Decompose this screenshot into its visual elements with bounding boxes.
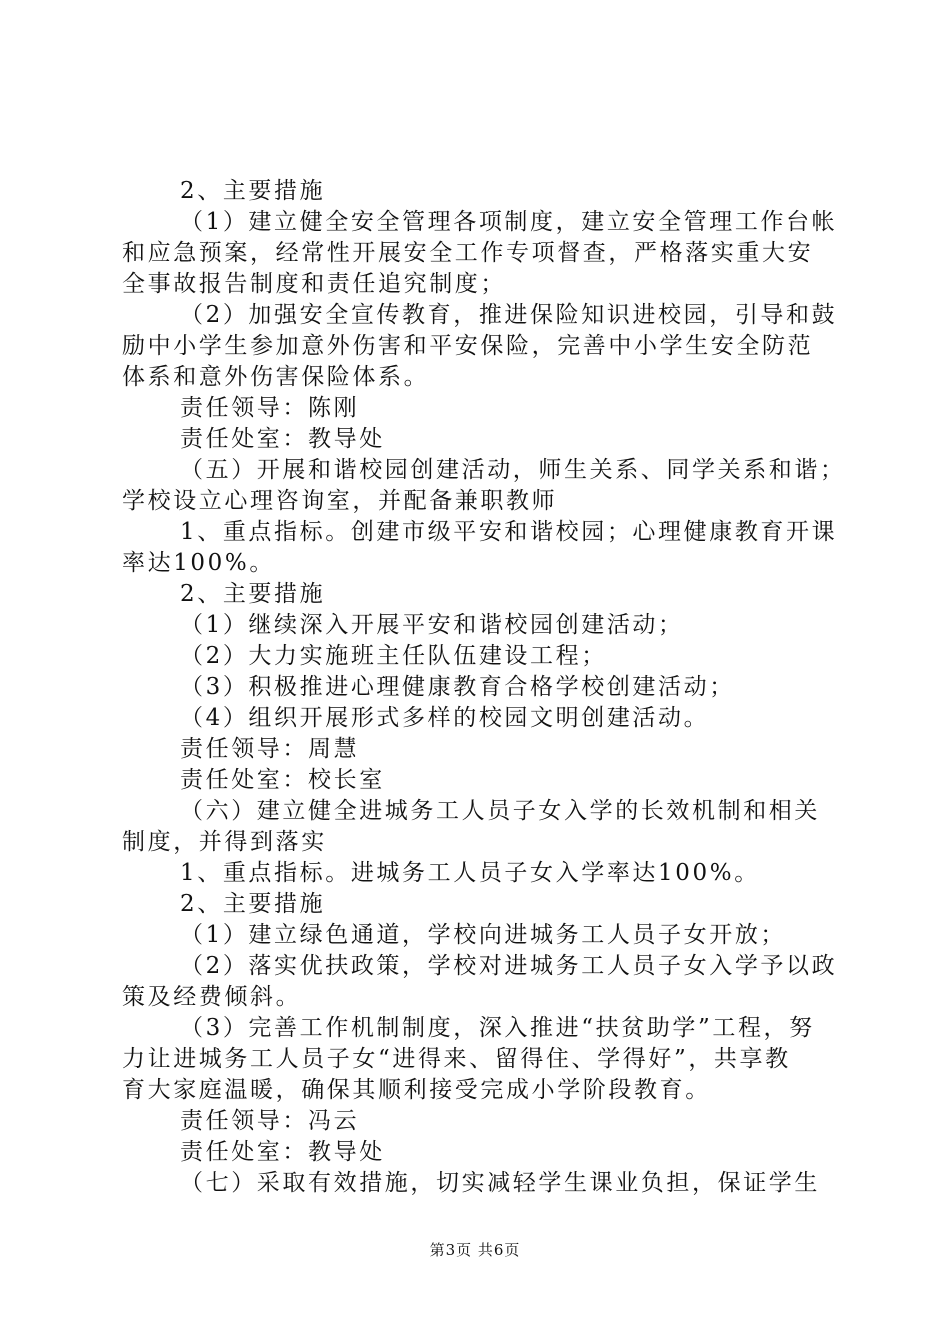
- text-line: 2、主要措施: [180, 178, 326, 204]
- document-body: [122, 176, 846, 1199]
- text-line: 体系和意外伤害保险体系。: [122, 364, 430, 390]
- text-line: 和应急预案，经常性开展安全工作专项督查，严格落实重大安: [122, 240, 814, 266]
- text-line: （2）落实优扶政策，学校对进城务工人员子女入学予以政: [180, 953, 838, 979]
- text-line: （七）采取有效措施，切实减轻学生课业负担，保证学生: [180, 1170, 820, 1196]
- text-line: 学校设立心理咨询室，并配备兼职教师: [122, 488, 558, 514]
- text-line: （4）组织开展形式多样的校园文明创建活动。: [180, 705, 710, 731]
- text-line: 育大家庭温暖，确保其顺利接受完成小学阶段教育。: [122, 1077, 711, 1103]
- text-line: （2）大力实施班主任队伍建设工程；: [180, 643, 607, 669]
- text-line: 责任领导：周慧: [180, 736, 360, 762]
- text-line: 责任处室：校长室: [180, 767, 385, 793]
- text-line: （六）建立健全进城务工人员子女入学的长效机制和相关: [180, 798, 820, 824]
- text-line: 1、重点指标。创建市级平安和谐校园；心理健康教育开课: [180, 519, 838, 545]
- text-line: （1）建立绿色通道，学校向进城务工人员子女开放；: [180, 922, 787, 948]
- text-line: 率达100%。: [122, 550, 275, 576]
- text-line: 责任处室：教导处: [180, 1139, 385, 1165]
- text-line: 责任处室：教导处: [180, 426, 385, 452]
- text-line: 力让进城务工人员子女“进得来、留得住、学得好”，共享教: [122, 1046, 791, 1072]
- text-line: 2、主要措施: [180, 891, 326, 917]
- text-line: （五）开展和谐校园创建活动，师生关系、同学关系和谐；: [180, 457, 846, 483]
- text-line: 责任领导：冯云: [180, 1108, 360, 1134]
- text-line: （1）建立健全安全管理各项制度，建立安全管理工作台帐: [180, 209, 838, 235]
- text-line: 2、主要措施: [180, 581, 326, 607]
- text-line: （3）积极推进心理健康教育合格学校创建活动；: [180, 674, 735, 700]
- text-line: 1、重点指标。进城务工人员子女入学率达100%。: [180, 860, 760, 886]
- text-line: （3）完善工作机制制度，深入推进“扶贫助学”工程，努: [180, 1015, 815, 1041]
- text-line: 策及经费倾斜。: [122, 984, 302, 1010]
- text-line: 责任领导：陈刚: [180, 395, 360, 421]
- text-line: （2）加强安全宣传教育，推进保险知识进校园，引导和鼓: [180, 302, 838, 328]
- text-line: （1）继续深入开展平安和谐校园创建活动；: [180, 612, 684, 638]
- text-line: 全事故报告制度和责任追究制度；: [122, 271, 506, 297]
- text-line: 励中小学生参加意外伤害和平安保险，完善中小学生安全防范: [122, 333, 814, 359]
- page-footer: 第3页 共6页: [429, 1241, 521, 1259]
- text-line: 制度，并得到落实: [122, 829, 327, 855]
